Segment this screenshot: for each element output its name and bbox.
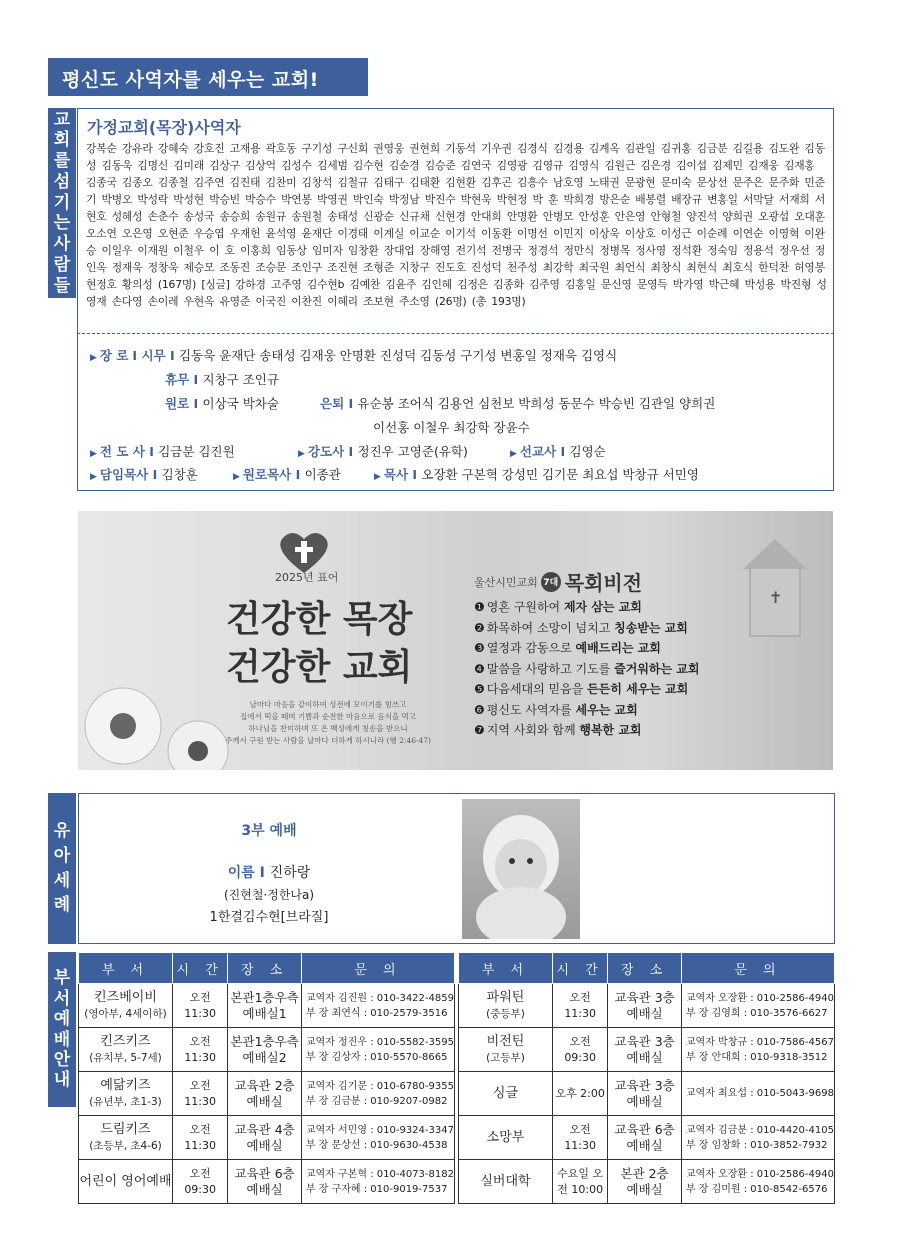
eunte-names-1: 유순봉 조어식 김용언 심천보 박희성 동문수 박승빈 김관일 양희권 [357, 396, 716, 411]
header-contact: 문 의 [301, 953, 454, 984]
place-cell [608, 1072, 682, 1116]
name-label: 이름 [227, 865, 255, 881]
baptism-parents: (진현철·정한나a) [223, 888, 315, 902]
place-line-2: 예배실 [246, 1137, 283, 1153]
place-line-1: 본관1층우측 [230, 1033, 299, 1049]
tab-char: 례 [53, 895, 71, 916]
poster-motto-2: 건강한 교회 [226, 646, 413, 688]
motto-poster [78, 511, 833, 770]
vision-item [474, 679, 699, 700]
contact-cell [681, 1116, 834, 1160]
place-line-1: 교육관 6층 [614, 1121, 675, 1137]
vision-text: 지역 사회와 함께 [486, 723, 580, 737]
jeondosa-row: ▶ 전 도 사 I 김금분 김진원 [90, 444, 235, 459]
time-cell: 오전 11:30 [172, 1116, 227, 1160]
tab-char: 아 [53, 845, 71, 866]
contact-line-1: 교역자 김기문 : 010-6780-9355 [305, 1080, 454, 1092]
dept-sub: (중등부) [486, 1007, 525, 1020]
vision-item [474, 597, 699, 618]
time-cell: 오전 11:30 [172, 1028, 227, 1072]
tab-char: 유 [53, 821, 71, 842]
vision-text: 화목하여 소망이 넘치고 [486, 620, 615, 635]
dept-name: 어린이 영어예배 [79, 1173, 172, 1189]
tab-char: 교 [53, 109, 71, 130]
tab-char: 를 [53, 151, 71, 172]
table-row [459, 1072, 835, 1116]
vision-emphasis: 칭송받는 교회 [614, 620, 688, 635]
verse-line: 주께서 구원 받는 사람을 날마다 더하게 하시니라 (행 2:46-47) [225, 736, 431, 745]
place-cell [608, 984, 682, 1028]
baby-name: 진하랑 [269, 865, 311, 881]
contact-line-2: 부 장 임창화 : 010-3852-7932 [685, 1139, 828, 1151]
dept-cell [79, 984, 173, 1028]
time-cell: 오전 11:30 [172, 984, 227, 1028]
wonro-row: 원로 I 이상국 박차술 [165, 396, 279, 411]
dept-table-right [458, 952, 835, 1204]
place-cell [608, 1116, 682, 1160]
dept-name: 싱글 [492, 1085, 519, 1101]
dept-cell [79, 1160, 173, 1204]
place-line-2: 예배실 [626, 1093, 663, 1109]
tab-char: 섬 [53, 171, 71, 192]
wonro-label: 원로 [165, 396, 190, 411]
contact-line-1: 교역자 오장환 : 010-2586-4940 [685, 992, 834, 1004]
contact-line-1: 교역자 서민영 : 010-9324-3347 [305, 1124, 454, 1136]
vision-number: ❶ [474, 600, 485, 614]
contact-line-2: 부 장 안대희 : 010-9318-3512 [685, 1051, 828, 1063]
gangdosa-label: 강도사 [307, 444, 345, 459]
place-line-1: 교육관 3층 [614, 1077, 675, 1093]
damim-label: 담임목사 [99, 467, 149, 482]
dept-sub: (영아부, 4세이하) [84, 1007, 167, 1020]
vision-item [474, 638, 699, 659]
vision-item [474, 659, 699, 680]
place-line-2: 예배실 [626, 1181, 663, 1197]
contact-cell [301, 1028, 454, 1072]
seongyosa-label: 선교사 [519, 444, 557, 459]
vision-emphasis: 세우는 교회 [575, 702, 638, 717]
tab-char: 는 [53, 213, 71, 234]
vision-emphasis: 예배드리는 교회 [575, 641, 661, 655]
seongyosa-names: 김영순 [569, 444, 606, 459]
contact-line-1: 교역자 구본혁 : 010-4073-8182 [305, 1168, 454, 1180]
baptism-name-row: 이름 I 진하랑 [227, 865, 311, 881]
vision-item [474, 720, 699, 741]
gangdosa-row: ▶ 강도사 I 정진우 고영준(유학) [298, 444, 468, 459]
baptism-group: 1한결김수현[브라질] [209, 910, 329, 925]
eunte-label: 은퇴 [320, 396, 345, 411]
seongyosa-row: ▶ 선교사 I 김영순 [510, 444, 606, 459]
poster-motto-1: 건강한 목장 [226, 598, 413, 640]
vision-item [474, 700, 699, 721]
place-line-1: 본관 2층 [620, 1165, 669, 1181]
place-line-2: 예배실 [626, 1137, 663, 1153]
place-line-1: 교육관 3층 [614, 1033, 675, 1049]
contact-cell [301, 1160, 454, 1204]
eunte-names-2: 이선홍 이철우 최강학 장윤수 [373, 420, 530, 435]
table-row [459, 1028, 835, 1072]
time-cell: 오전 09:30 [172, 1160, 227, 1204]
tab-char: 회 [53, 130, 71, 151]
moksa-names: 오장환 구본혁 강성민 김기문 최요섭 박창규 서민영 [421, 467, 699, 482]
place-line-2: 예배실 [246, 1181, 283, 1197]
dept-name: 킨즈키즈 [100, 1033, 151, 1049]
place-line-1: 교육관 4층 [234, 1121, 295, 1137]
simu-names: 김동욱 윤재단 송태성 김재웅 안명환 진성덕 김동성 구기성 변홍일 정재욱 김영식 [178, 348, 618, 363]
contact-line-2: 부 장 김금분 : 010-9207-0982 [305, 1095, 448, 1107]
table-row [459, 1160, 835, 1204]
tab-char: 세 [53, 870, 71, 891]
dept-sub: (초등부, 초4-6) [89, 1139, 162, 1152]
dept-name: 킨즈베이비 [94, 989, 157, 1005]
side-tab-department-worship [48, 952, 76, 1107]
section-title: 가정교회(목장)사역자 [87, 118, 241, 137]
vision-title: 목회비전 [564, 571, 643, 595]
jeondosa-names: 김금분 김진원 [158, 444, 235, 459]
vision-emphasis: 행복한 교회 [579, 723, 642, 737]
damim-row: ▶ 담임목사 I 김창훈 [90, 467, 198, 482]
wonromoksa-label: 원로목사 [242, 467, 292, 482]
wonromoksa-row: ▶ 원로목사 I 이종관 [233, 467, 341, 482]
dept-cell [79, 1116, 173, 1160]
place-cell [228, 1028, 302, 1072]
dept-name: 예닮키즈 [100, 1077, 151, 1093]
baptism-service: 3부 예배 [241, 823, 297, 839]
place-line-2: 예배실 [626, 1005, 663, 1021]
place-cell [608, 1028, 682, 1072]
vision-number: ❹ [474, 661, 485, 676]
moksa-label: 목사 [383, 467, 409, 482]
dept-sub: (유년부, 초1-3) [89, 1095, 162, 1108]
dept-sub: (고등부) [486, 1051, 525, 1064]
vision-number: ❷ [474, 620, 485, 635]
place-cell [228, 984, 302, 1028]
contact-cell [301, 1116, 454, 1160]
dept-name: 소망부 [486, 1129, 525, 1145]
verse-line: 날마다 마음을 같이하여 성전에 모이기를 힘쓰고 [249, 700, 407, 709]
side-tab-infant-baptism [48, 793, 76, 944]
poster-verse [208, 699, 448, 747]
table-row [79, 984, 455, 1028]
vision-text: 평신도 사역자를 [486, 702, 576, 717]
moksa-row: ▶ 목사 I 오장환 구본혁 강성민 김기문 최요섭 박창규 서민영 [374, 467, 699, 482]
leader-names: 강복순 강유라 강혜숙 강호진 고재용 곽호동 구기성 구신회 권영웅 권현희 기동석 기우권 김경식 김경용 김계옥 김관일 김귀홍 김금분 김길용 김도완 김동성 김동욱 김명신 김미래 김상구 김상억 김성수 김세범 김수현 김순경 김승준 김연국 김영광 김영규 김영식 김원근 김은경 김이섭 김제민 김재웅 김재홍 김종국 김종오 김종철 김주연 김진태 김찬미 김창석 김철규 김태구 김태환 김현환 김후곤 김흥수 남호영 노태권 문광현 문미숙 문상선 문주은 문주화 민준기 박병오 박성락 박성현 박승빈 박승수 박연봉 박영권 박인숙 박정남 박진수 박현욱 박현정 박 훈 박희경 방은순 배봉렬 배장규 변홍일 서막달 서재희 서현호 성혜성 손춘수 송성국 송승희 송원규 송원철 송태성 신광순 신규채 신현경 안대희 안명환 안병모 안성훈 안은영 안형철 양진석 양희권 오광섭 오대훈 오소연 오은영 오현준 우승엽 우재헌 윤석영 윤재단 이경태 이계실 이교순 이기석 이동환 이명선 이민지 이상욱 이상호 이성근 이순례 이연순 이영혁 이완승 이일우 이재원 이철우 이 호 이홍희 임동상 임미자 임창환 장대업 장해영 전기석 전병국 정경석 정만식 정병목 정사영 정석환 정숙임 정용석 정우선 정인옥 정재욱 정창욱 제승모 조동진 조승문 조인구 조진현 조형준 지창구 진도호 진성덕 천주성 최강학 최국원 최언식 최창식 최현식 최호식 한덕찬 허영봉 현정호 황의성 (167명) [싱글] 강하경 고주영 김수현b 김예찬 김윤주 김인혜 김정은 김종화 김주영 김홍일 문신영 문영득 박가영 박근혜 박성용 박진형 성영재 손다영 손이레 우현옥 유영준 이국진 이찬진 이혜리 조보현 주소영 (26명) (총 193명) [86, 142, 827, 308]
baby-icon [462, 799, 580, 939]
dept-cell [79, 1072, 173, 1116]
vision-count: 7대 [541, 572, 561, 592]
place-line-2: 예배실 [626, 1049, 663, 1065]
jeondosa-label: 전 도 사 [99, 444, 145, 459]
tab-char: 배 [53, 1029, 71, 1050]
place-line-2: 예배실 [246, 1093, 283, 1109]
dept-name: 실버대학 [480, 1173, 531, 1189]
table-row [79, 1072, 455, 1116]
place-cell [228, 1072, 302, 1116]
tab-char: 들 [53, 275, 71, 296]
contact-line-1: 교역자 오장환 : 010-2586-4940 [685, 1168, 834, 1180]
dept-cell [459, 1160, 553, 1204]
church-building-icon [743, 539, 807, 636]
contact-line-2: 부 장 김영희 : 010-3576-6627 [685, 1007, 828, 1019]
vision-list [474, 597, 699, 741]
time-cell: 수요일 오전 10:00 [552, 1160, 607, 1204]
place-line-1: 교육관 6층 [234, 1165, 295, 1181]
place-cell [608, 1160, 682, 1204]
tab-char: 예 [53, 1009, 71, 1030]
contact-cell [681, 1072, 834, 1116]
verse-line: 집에서 떡을 떼며 기쁨과 순전한 마음으로 음식을 먹고 [239, 712, 417, 721]
verse-line: 하나님을 찬미하며 또 온 백성에게 칭송을 받으니 [248, 724, 408, 733]
header-dept: 부 서 [79, 953, 173, 984]
vision-number: ❺ [474, 682, 485, 696]
dept-name: 파워틴 [486, 989, 525, 1005]
contact-line-1: 교역자 김진원 : 010-3422-4859 [305, 992, 454, 1004]
header-place: 장 소 [228, 953, 302, 984]
dept-cell [459, 1116, 553, 1160]
tab-char: 안 [53, 1049, 71, 1070]
elder-label: 장 로 [99, 348, 129, 363]
tab-char: 기 [53, 192, 71, 213]
dept-cell [459, 1028, 553, 1072]
vision-item [474, 618, 699, 639]
contact-cell [681, 1028, 834, 1072]
place-cell [228, 1160, 302, 1204]
vision-text: 말씀을 사랑하고 기도를 [486, 661, 615, 676]
side-tab-church-servants [48, 108, 76, 298]
place-line-1: 교육관 2층 [234, 1077, 295, 1093]
dept-name: 비전틴 [486, 1033, 525, 1049]
table-row [79, 1028, 455, 1072]
contact-line-2: 부 장 문상선 : 010-9630-4538 [305, 1139, 448, 1151]
time-cell: 오전 11:30 [552, 984, 607, 1028]
contact-line-1: 교역자 최요섭 : 010-5043-9698 [685, 1088, 834, 1099]
dept-cell [79, 1028, 173, 1072]
place-cell [228, 1116, 302, 1160]
hyumu-label: 휴무 [165, 372, 190, 387]
table-row [459, 1116, 835, 1160]
header-dept: 부 서 [459, 953, 553, 984]
vision-emphasis: 든든히 세우는 교회 [587, 682, 689, 696]
contact-cell [301, 984, 454, 1028]
place-line-2: 예배실1 [242, 1005, 287, 1021]
time-cell: 오전 09:30 [552, 1028, 607, 1072]
place-line-1: 교육관 3층 [614, 989, 675, 1005]
tab-char: 부 [53, 968, 71, 989]
vision-text: 다음세대의 믿음을 [486, 682, 588, 696]
contact-line-2: 부 장 구자혜 : 010-9019-7537 [305, 1183, 448, 1195]
vision-text: 영혼 구원하여 [486, 600, 564, 614]
vision-number: ❻ [474, 702, 485, 717]
place-line-1: 본관1층우측 [230, 989, 299, 1005]
eunte-row: 은퇴 I 유순봉 조어식 김용언 심천보 박희성 동문수 박승빈 김관일 양희권 [320, 396, 716, 411]
table-row [79, 1160, 455, 1204]
hyumu-row: 휴무 I 지창구 조인규 [165, 372, 279, 387]
place-line-2: 예배실2 [242, 1049, 287, 1065]
house-church-leaders-section [77, 108, 834, 333]
contact-cell [681, 1160, 834, 1204]
contact-line-2: 부 장 최연식 : 010-2579-3516 [305, 1007, 448, 1019]
contact-line-1: 교역자 정진우 : 010-5582-3595 [305, 1036, 454, 1048]
header-contact: 문 의 [681, 953, 834, 984]
elder-row: ▶ 장 로 I 시무 I 김동욱 윤재단 송태성 김재웅 안명환 진성덕 김동성 구기성 변홍일 정재욱 김영식 [90, 348, 618, 363]
damim-name: 김창훈 [161, 467, 198, 482]
tab-char: 람 [53, 254, 71, 275]
vision-emphasis: 제자 삼는 교회 [563, 600, 642, 614]
vision-number: ❼ [474, 723, 485, 737]
vision-emphasis: 즐거워하는 교회 [614, 661, 700, 676]
contact-line-2: 부 장 김상자 : 010-5570-8665 [305, 1051, 448, 1063]
flower-icon [85, 688, 228, 770]
church-offices-section [77, 333, 834, 491]
simu-label: 시무 [141, 348, 166, 363]
dept-cell [459, 1072, 553, 1116]
vision-text: 열정과 감동으로 [486, 641, 576, 655]
dept-table-left [78, 952, 455, 1204]
table-row [459, 984, 835, 1028]
tab-char: 서 [53, 988, 71, 1009]
contact-cell [681, 984, 834, 1028]
vision-header [474, 567, 642, 596]
dept-cell [459, 984, 553, 1028]
poster-decoration [78, 511, 833, 770]
time-cell: 오전 11:30 [552, 1116, 607, 1160]
wonromoksa-name: 이종관 [304, 467, 341, 482]
hyumu-names: 지창구 조인규 [202, 372, 279, 387]
dept-sub: (유치부, 5-7세) [89, 1051, 162, 1064]
tab-char: 내 [53, 1070, 71, 1091]
contact-line-1: 교역자 박창규 : 010-7586-4567 [685, 1036, 834, 1048]
svg-text:✝: ✝ [769, 588, 783, 607]
contact-line-2: 부 장 김미원 : 010-8542-6576 [685, 1183, 828, 1195]
contact-line-1: 교역자 김금분 : 010-4420-4105 [685, 1124, 834, 1136]
gangdosa-names: 정진우 고영준(유학) [357, 444, 468, 459]
page-banner: 평신도 사역자를 세우는 교회! [48, 58, 368, 96]
header-time: 시 간 [172, 953, 227, 984]
vision-number: ❸ [474, 641, 485, 655]
heart-cross-icon [280, 533, 327, 573]
baptism-section [78, 793, 835, 944]
baby-photo [462, 799, 580, 939]
church-name: 울산시민교회 [474, 575, 538, 589]
tab-char: 사 [53, 234, 71, 255]
time-cell: 오후 2:00 [552, 1072, 607, 1116]
header-time: 시 간 [552, 953, 607, 984]
table-row [79, 1116, 455, 1160]
contact-cell [301, 1072, 454, 1116]
poster-year: 2025년 표어 [275, 571, 339, 584]
dept-name: 드림키즈 [100, 1121, 151, 1137]
header-place: 장 소 [608, 953, 682, 984]
time-cell: 오전 11:30 [172, 1072, 227, 1116]
wonro-names: 이상국 박차술 [202, 396, 279, 411]
